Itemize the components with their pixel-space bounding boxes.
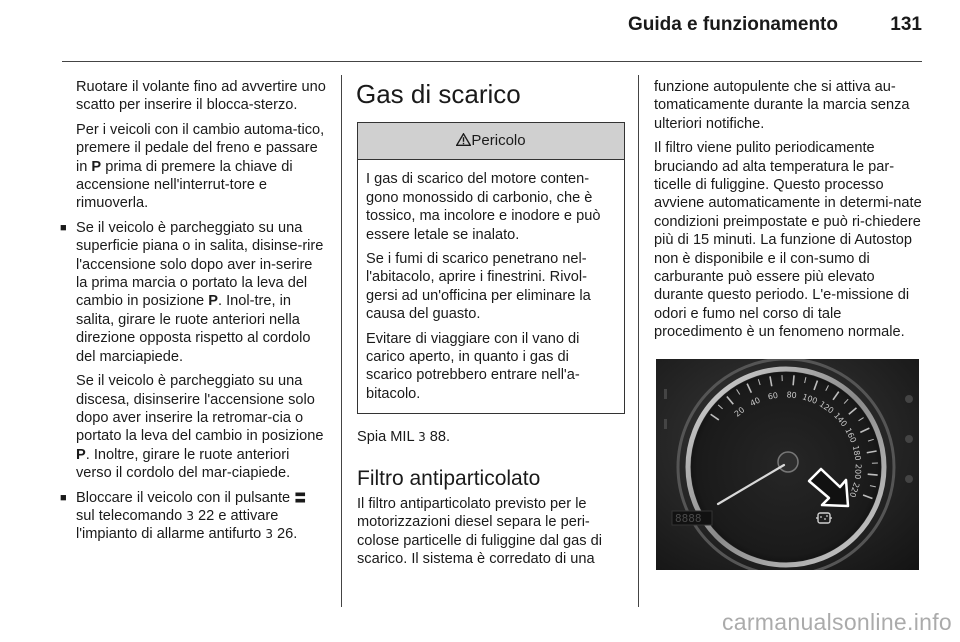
gauge-label: 120 [817,399,836,416]
gauge-label: 40 [748,395,762,409]
column-2 [357,78,625,574]
paragraph: Il filtro viene pulito periodicamente bruciando ad alta temperatura le par-ticelle di fuliggine. Questo processo avviene automaticamente in determi-nate condizioni preimpostate e può ri-chiedere più di 15 minuti. La funzione di Autostop non è disponibile e il con-sumo di carburante può essere più elevato durante questo periodo. L'e-missione di odori e fumo nel corso di tale procedimento è un fenomeno normale. [654,140,922,341]
speedometer-photo [656,359,919,570]
paragraph: I gas di scarico del motore conten-gono monossido di carbonio, che è tossico, ma incolore e inodore e può essere letale se inalato. [366,171,601,243]
bullet-item: ■ Se il veicolo è parcheggiato su una superficie piana o in salita, disinse-rire l'accensione solo dopo aver in-serire la prima marcia o portato la leva del cambio in posizione P. Inol-tre, in salita, girare le ruote anteriori nella direzione opposta rispetto al cordolo del marciapiede. [60,219,326,366]
gauge-label: 100 [801,392,819,406]
danger-warning-header [358,123,624,160]
lock-button-icon: 〓 [294,490,307,505]
paragraph: Ruotare il volante fino ad avvertire uno scatto per inserire il blocca-sterzo. [76,79,326,114]
gauge-label: 20 [732,405,747,419]
page-reference-icon: 3 [186,508,194,523]
paragraph: Evitare di viaggiare con il vano di carico aperto, in quanto i gas di scarico potrebbero entrare nell'a-bitacolo. [366,330,580,402]
paragraph: Il filtro antiparticolato previsto per le motorizzazioni diesel separa le peri-colose particelle di fuliggine dal gas di scarico. Il sistema è corredato di una [357,495,603,567]
paragraph: funzione autopulente che si attiva au-tomaticamente durante la marcia senza ulteriori notifiche. [654,79,910,132]
paragraph: Se i fumi di scarico penetrano nel-l'abitacolo, aprire i finestrini. Rivol-gersi ad un'officina per eliminare la causa del guasto. [366,251,591,323]
bullet-item: ■ Bloccare il veicolo con il pulsante 〓 sul telecomando 3 22 e attivare l'impianto di allarme antifurto 3 26. [60,489,326,544]
section-heading: Gas di scarico [356,79,521,109]
speedometer-gauge [656,359,919,570]
gauge-label: 180 [850,444,863,462]
gauge-label: 160 [843,426,859,445]
gauge-label: 220 [847,481,861,499]
chapter-title: Guida e funzionamento [627,14,838,35]
gauge-label: 80 [786,390,798,401]
page-reference-icon: 3 [418,430,426,445]
column-3 [654,78,922,348]
column-divider [341,75,342,607]
paragraph: Spia MIL 3 88. [357,429,451,446]
column-divider [638,75,639,607]
gauge-tick [868,474,878,475]
danger-warning-box [357,122,625,414]
section-heading: Filtro antiparticolato [357,466,541,490]
watermark-link[interactable]: carmanualsonline.info [721,609,952,635]
warning-triangle-icon [456,133,471,146]
paragraph: Per i veicoli con il cambio automa-tico, premere il pedale del freno e passare in P prima di premere la chiave di accensione nell'interrut-tore e rimuoverla. [76,121,325,212]
page-reference-icon: 3 [265,527,273,542]
danger-title: Pericolo [471,132,526,149]
header-rule [62,61,922,62]
paragraph: Se il veicolo è parcheggiato su una discesa, disinserire l'accensione solo dopo aver inserire la retromar-cia o portato la leva del cambio in posizione P. Inoltre, girare le ruote anteriori verso il cordolo del mar-ciapiede. [76,373,324,482]
odometer-readout: 8888 [675,512,702,525]
gauge-label: 140 [831,411,849,429]
column-1 [60,78,326,550]
page-number: 131 [890,14,922,35]
odometer-display [672,511,712,525]
gauge-label: 200 [852,463,863,480]
gauge-label: 60 [767,390,779,402]
danger-warning-body [358,160,624,413]
gauge-tick [793,375,794,385]
